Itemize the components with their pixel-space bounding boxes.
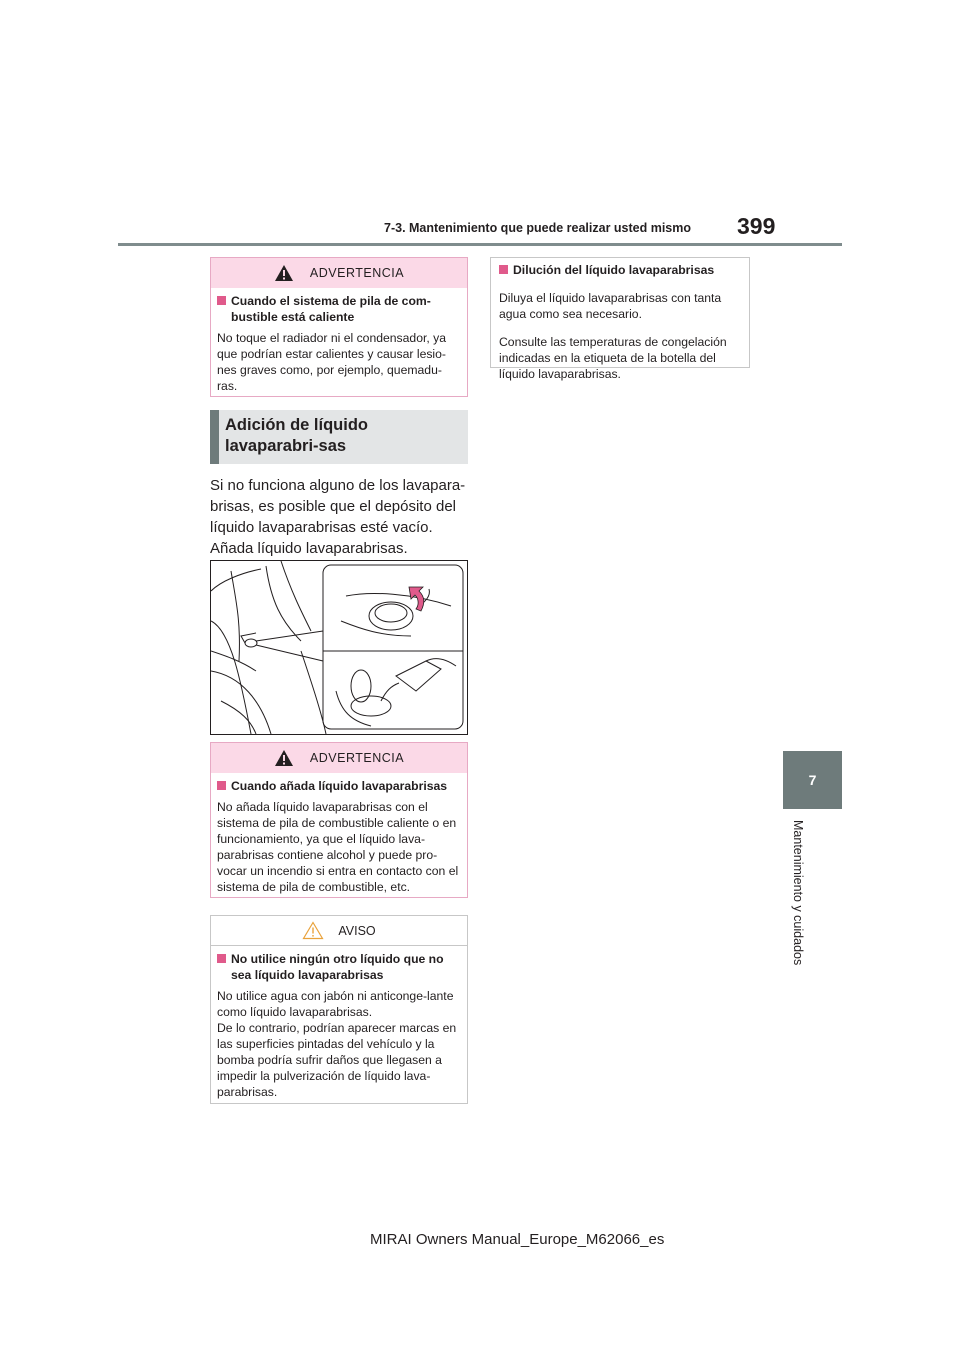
warning-subtitle: Cuando añada líquido lavaparabrisas [217, 778, 461, 794]
warning-title: ADVERTENCIA [309, 266, 405, 280]
bullet-square-icon [217, 781, 226, 790]
warning-header [211, 258, 467, 288]
warning-box-adding-fluid [210, 742, 468, 898]
washer-fluid-illustration [210, 560, 468, 735]
tip-text-1: Diluya el líquido lavaparabrisas con tanta agua como sea necesario. [499, 291, 722, 322]
warning-box-hot-system [210, 257, 468, 397]
chapter-tab: 7 [783, 751, 842, 809]
warning-text: No toque el radiador ni el condensador, ya que podrían estar calientes y causar lesio-nes graves como, por ejemplo, quemadu-ras. [217, 331, 447, 393]
header-divider [118, 243, 842, 246]
notice-title: AVISO [338, 923, 376, 938]
page-number: 399 [737, 213, 776, 239]
section-title: 7-3. Mantenimiento que puede realizar usted mismo [384, 221, 692, 235]
bullet-square-icon [217, 296, 226, 305]
notice-box [210, 915, 468, 1104]
notice-text-2: De lo contrario, podrían aparecer marcas en las superficies pintadas del vehículo y la bomba podría sufrir daños que llegasen a impedir la pulverización de líquido lava-parabrisas. [217, 1021, 457, 1099]
bullet-square-icon [499, 265, 508, 274]
chapter-label: Mantenimiento y cuidados [791, 820, 805, 966]
footer-manual-id: MIRAI Owners Manual_Europe_M62066_es [370, 1231, 665, 1248]
tip-box-dilution [490, 257, 750, 382]
warning-triangle-icon [274, 749, 294, 767]
intro-paragraph: Si no funciona alguno de los lavapara-brisas, es posible que el depósito del líquido lavaparabrisas esté vacío. Añada líquido lavaparabrisas. [210, 477, 466, 557]
washer-reservoir-drawing [211, 561, 467, 734]
caution-triangle-icon [302, 921, 324, 940]
warning-triangle-icon [274, 264, 294, 282]
warning-title: ADVERTENCIA [309, 751, 405, 765]
notice-text-1: No utilice agua con jabón ni anticonge-lante como líquido lavaparabrisas. [217, 989, 454, 1019]
warning-text: No añada líquido lavaparabrisas con el sistema de pila de combustible caliente o en funcionamiento, ya que el líquido lava-parabrisas contiene alcohol y puede pro-vocar un incendio si entra en contacto con el sistema de pila de combustible, etc. [217, 800, 459, 894]
warning-subtitle: Cuando el sistema de pila de com-bustible está caliente [217, 293, 461, 325]
bullet-square-icon [217, 954, 226, 963]
notice-subtitle: No utilice ningún otro líquido que no sea líquido lavaparabrisas [217, 951, 461, 983]
notice-header [211, 916, 467, 946]
warning-header [211, 743, 467, 773]
tip-subtitle: Dilución del líquido lavaparabrisas [499, 262, 741, 278]
section-heading: Adición de líquido lavaparabri-sas [210, 410, 468, 464]
tip-text-2: Consulte las temperaturas de congelación indicadas en la etiqueta de la botella del líquido lavaparabrisas. [499, 335, 727, 382]
